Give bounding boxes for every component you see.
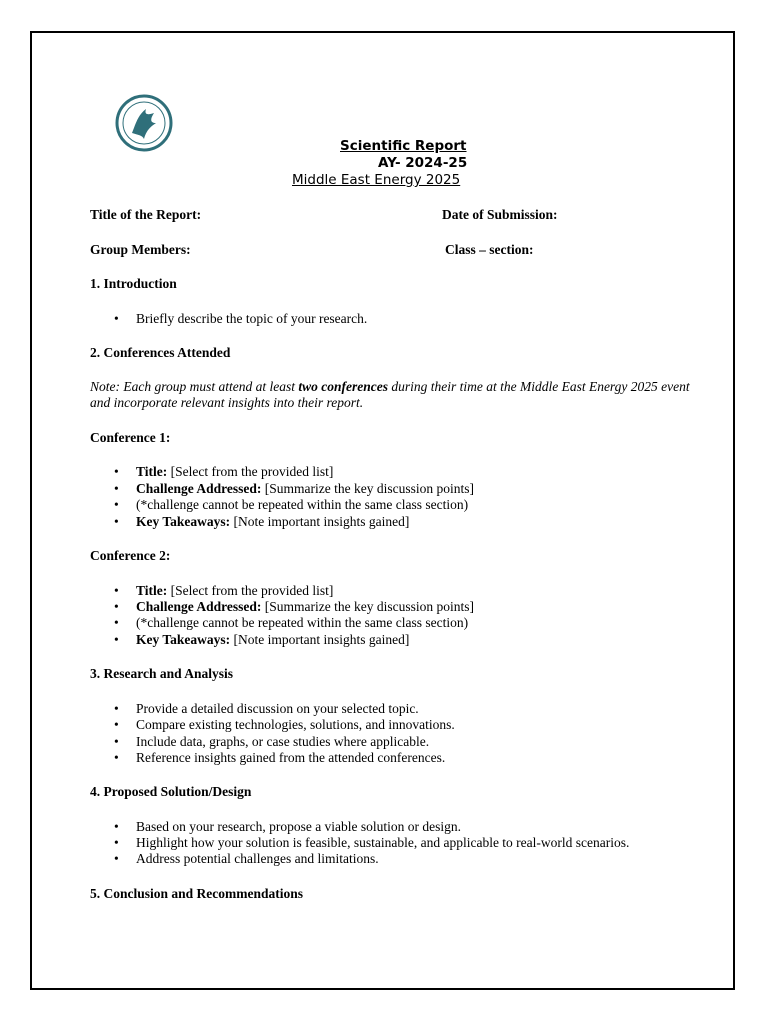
list-item: Highlight how your solution is feasible, sustainable, and applicable to real-world scenarios. — [136, 835, 630, 850]
item-label: Key Takeaways: — [136, 632, 231, 647]
bullet-icon: • — [114, 851, 119, 866]
group-members-label: Group Members: — [90, 242, 191, 257]
list-item: Briefly describe the topic of your research. — [136, 311, 368, 326]
list-item — [136, 632, 409, 648]
conference-2-heading: Conference 2: — [90, 548, 171, 563]
list-item: Reference insights gained from the attended conferences. — [136, 750, 446, 765]
item-label: Challenge Addressed: — [136, 481, 262, 496]
list-item — [136, 464, 333, 480]
introduction-heading: 1. Introduction — [90, 276, 177, 291]
bullet-icon: • — [114, 819, 119, 834]
report-title-label: Title of the Report: — [90, 207, 202, 222]
bullet-icon: • — [114, 717, 119, 732]
list-item: (*challenge cannot be repeated within the same class section) — [136, 497, 469, 512]
note-emphasis: two conferences — [298, 379, 388, 394]
list-item — [136, 514, 409, 530]
item-value: [Select from the provided list] — [167, 583, 334, 598]
item-value: [Note important insights gained] — [230, 632, 410, 647]
list-item — [136, 599, 474, 615]
bullet-icon: • — [114, 632, 119, 647]
proposed-heading: 4. Proposed Solution/Design — [90, 784, 252, 799]
list-item — [136, 481, 474, 497]
bullet-icon: • — [114, 734, 119, 749]
conferences-heading: 2. Conferences Attended — [90, 345, 231, 360]
bullet-icon: • — [114, 583, 119, 598]
item-value: [Note important insights gained] — [230, 514, 410, 529]
research-heading: 3. Research and Analysis — [90, 666, 234, 681]
item-label: Title: — [136, 464, 168, 479]
bullet-icon: • — [114, 835, 119, 850]
bullet-icon: • — [114, 464, 119, 479]
item-value: [Select from the provided list] — [167, 464, 334, 479]
item-value: [Summarize the key discussion points] — [261, 481, 474, 496]
event-name: Middle East Energy 2025 — [292, 172, 461, 188]
bullet-icon: • — [114, 497, 119, 512]
list-item: (*challenge cannot be repeated within the same class section) — [136, 615, 469, 630]
list-item: Provide a detailed discussion on your selected topic. — [136, 701, 419, 716]
item-label: Key Takeaways: — [136, 514, 231, 529]
bullet-icon: • — [114, 599, 119, 614]
academic-year: AY- 2024-25 — [378, 155, 468, 171]
bullet-icon: • — [114, 750, 119, 765]
conclusion-heading: 5. Conclusion and Recommendations — [90, 886, 304, 901]
bullet-icon: • — [114, 311, 119, 326]
eagle-emblem-icon — [114, 93, 174, 153]
date-of-submission-label: Date of Submission: — [442, 207, 558, 222]
conference-1-heading: Conference 1: — [90, 430, 171, 445]
class-section-label: Class – section: — [445, 242, 534, 257]
list-item: Address potential challenges and limitations. — [136, 851, 379, 866]
item-label: Title: — [136, 583, 168, 598]
note-prefix: Note: Each group must attend at least — [90, 379, 299, 394]
item-label: Challenge Addressed: — [136, 599, 262, 614]
bullet-icon: • — [114, 514, 119, 529]
list-item: Based on your research, propose a viable solution or design. — [136, 819, 462, 834]
bullet-icon: • — [114, 481, 119, 496]
item-value: [Summarize the key discussion points] — [261, 599, 474, 614]
list-item: Compare existing technologies, solutions, and innovations. — [136, 717, 455, 732]
bullet-icon: • — [114, 615, 119, 630]
note-suffix: during their time at the Middle East Energy 2025 event and incorporate relevant insights into their report. — [90, 379, 690, 410]
list-item — [136, 583, 333, 599]
conferences-note — [90, 379, 690, 411]
report-heading: Scientific Report — [340, 138, 467, 154]
list-item: Include data, graphs, or case studies where applicable. — [136, 734, 430, 749]
bullet-icon: • — [114, 701, 119, 716]
